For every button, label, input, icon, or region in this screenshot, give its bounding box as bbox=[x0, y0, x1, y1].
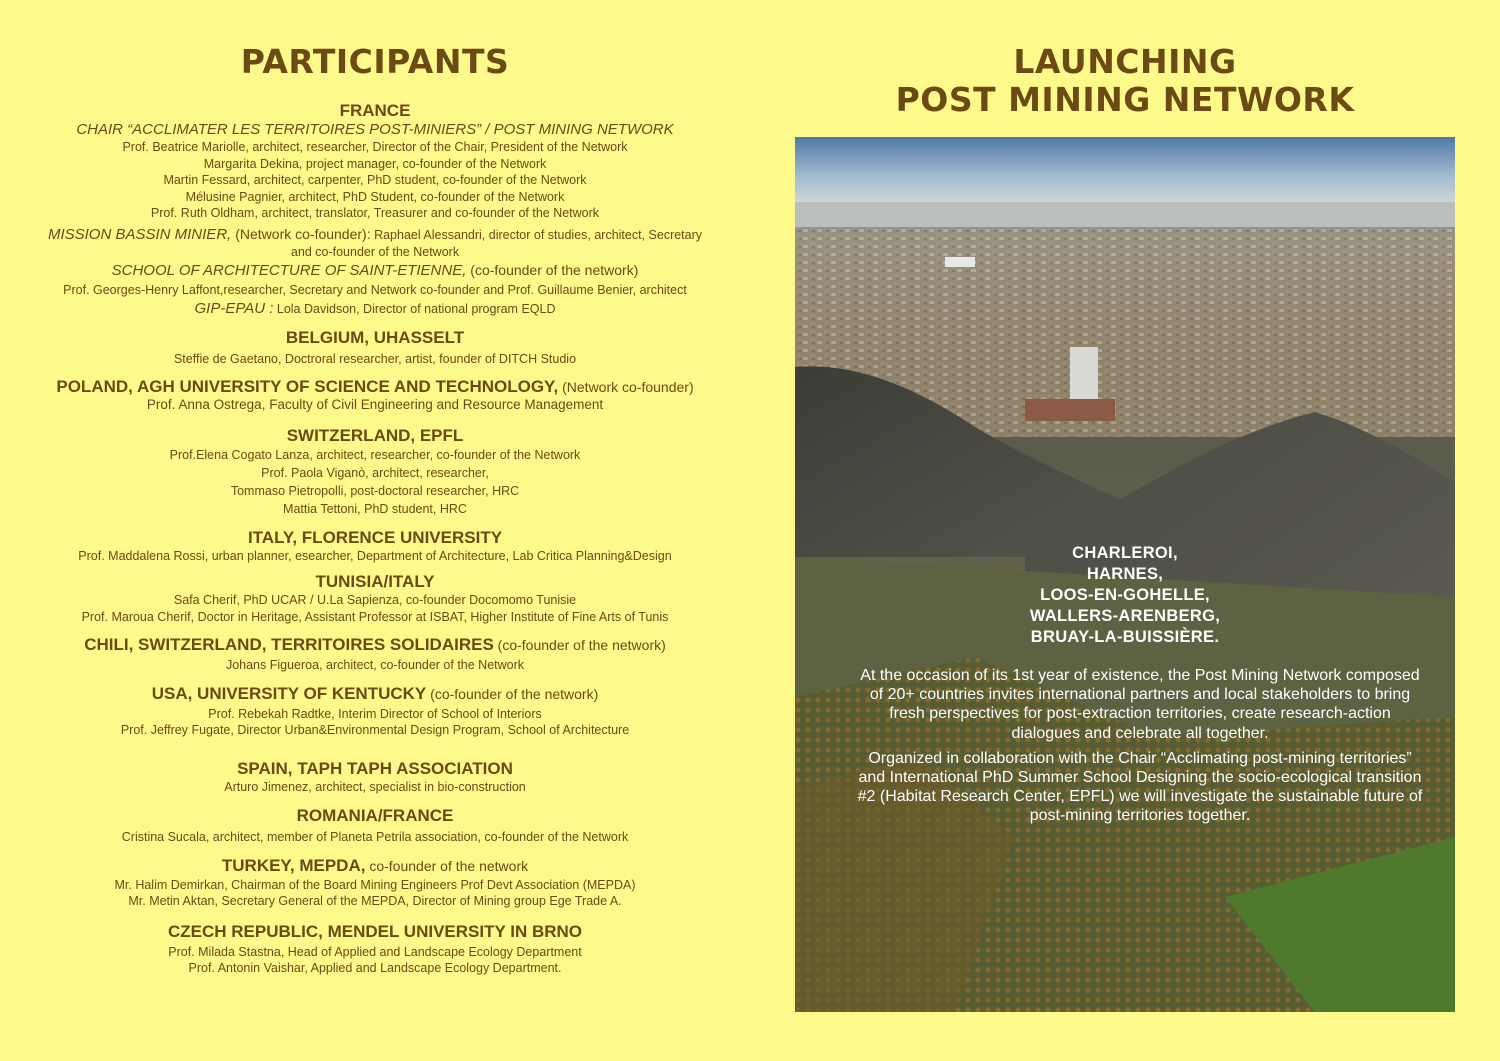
mission-label: MISSION BASSIN MINIER, bbox=[47, 225, 232, 243]
participant-line: Margarita Dekina, project manager, co-founder of the Network bbox=[203, 156, 547, 171]
section-note: (co-founder of the network) bbox=[493, 637, 666, 653]
description-paragraph-1: At the occasion of its 1st year of existence, the Post Mining Network composed of 20+ countries invites international partners and local stakeholders to bring fresh perspectives for post-extraction territories, create research-action dialogues and celebrate all together. bbox=[860, 667, 1420, 742]
participant-line: Prof. Maddalena Rossi, urban planner, esearcher, Department of Architecture, Lab Critica Planning&Design bbox=[78, 548, 672, 563]
participant-line: Steffie de Gaetano, Doctroral researcher, artist, founder of DITCH Studio bbox=[173, 351, 577, 366]
section-italy bbox=[20, 528, 730, 565]
participants-column bbox=[20, 0, 730, 977]
description-paragraph-2: Organized in collaboration with the Chair “Acclimating post-mining territories” and International PhD Summer School Designing the socio-ecological transition #2 (Habitat Research Center, EPFL) we will investigate the sustainable future of post-mining territories together. bbox=[857, 749, 1423, 825]
section-title-text: CHILI, SWITZERLAND, TERRITOIRES SOLIDAIRES bbox=[84, 635, 494, 654]
gip-line bbox=[20, 300, 730, 318]
description bbox=[855, 666, 1425, 832]
section-title: CZECH REPUBLIC, MENDEL UNIVERSITY IN BRNO bbox=[167, 921, 583, 941]
section-title: ROMANIA/FRANCE bbox=[296, 806, 454, 825]
participant-line: Prof. Beatrice Mariolle, architect, researcher, Director of the Chair, President of the Network bbox=[122, 140, 628, 154]
section-title: BELGIUM, UHASSELT bbox=[285, 327, 465, 347]
participant-line: Mr. Metin Aktan, Secretary General of the MEPDA, Director of Mining group Ege Trade A. bbox=[128, 894, 622, 908]
city-name: WALLERS-ARENBERG, bbox=[1029, 607, 1221, 625]
school-line bbox=[20, 261, 730, 280]
participant-line: Mattia Tettoni, PhD student, HRC bbox=[283, 501, 467, 516]
participant-line: Prof. Antonin Vaishar, Applied and Landscape Ecology Department. bbox=[188, 961, 562, 975]
city-name: CHARLEROI, bbox=[1072, 544, 1178, 562]
participant-line: Mr. Halim Demirkan, Chairman of the Board Mining Engineers Prof Devt Association (MEPDA) bbox=[114, 877, 636, 892]
school-label: SCHOOL OF ARCHITECTURE OF SAINT-ETIENNE, bbox=[111, 262, 467, 279]
participant-line: Cristina Sucala, architect, member of Planeta Petrila association, co-founder of the Network bbox=[121, 830, 629, 844]
participant-line: Prof. Ruth Oldham, architect, translator, Treasurer and co-founder of the Network bbox=[150, 206, 600, 220]
city-name: HARNES, bbox=[1086, 565, 1164, 583]
participant-line: Prof. Paola Viganò, architect, researcher, bbox=[261, 465, 489, 480]
cities-list bbox=[795, 543, 1455, 648]
section-title bbox=[20, 377, 730, 397]
participant-line: Prof. Georges-Henry Laffont,researcher, Secretary and Network co-founder and Prof. Guillaume Benier, architect bbox=[63, 283, 687, 297]
participant-line: Prof. Milada Stastna, Head of Applied and Landscape Ecology Department bbox=[168, 944, 582, 959]
participant-line: Safa Cherif, PhD UCAR / U.La Sapienza, co-founder Docomomo Tunisie bbox=[173, 593, 577, 607]
city-name: LOOS-EN-GOHELLE, bbox=[1040, 586, 1210, 604]
photo-overlay bbox=[795, 137, 1455, 1012]
participant-line: Prof. Anna Ostrega, Faculty of Civil Engineering and Resource Management bbox=[146, 397, 604, 412]
gip-rest: Lola Davidson, Director of national program EQLD bbox=[273, 301, 556, 316]
slag-heaps-photo bbox=[795, 137, 1455, 1012]
section-switzerland bbox=[20, 426, 730, 518]
section-turkey bbox=[20, 856, 730, 910]
section-spain bbox=[20, 759, 730, 796]
launch-title bbox=[790, 0, 1460, 119]
participants-title: PARTICIPANTS bbox=[240, 42, 510, 81]
participant-line: Tommaso Pietropolli, post-doctoral researcher, HRC bbox=[230, 483, 520, 498]
section-belgium bbox=[20, 328, 730, 368]
section-note: (co-founder of the network) bbox=[426, 685, 599, 702]
participants-list bbox=[20, 101, 730, 977]
section-france bbox=[20, 101, 730, 318]
participant-line: and co-founder of the Network bbox=[290, 244, 460, 259]
section-usa bbox=[20, 684, 730, 739]
section-title: SPAIN, TAPH TAPH ASSOCIATION bbox=[237, 758, 513, 778]
mission-rest: Raphael Alessandri, director of studies, architect, Secretary bbox=[370, 227, 703, 242]
section-title bbox=[20, 684, 730, 704]
section-note: (Network co-founder) bbox=[558, 379, 694, 395]
section-title bbox=[20, 635, 730, 655]
participant-line: Prof. Jeffrey Fugate, Director Urban&Environmental Design Program, School of Architecture bbox=[120, 723, 630, 737]
participant-line: Martin Fessard, architect, carpenter, PhD student, co-founder of the Network bbox=[163, 173, 587, 187]
mission-line bbox=[20, 225, 730, 244]
launch-column bbox=[790, 0, 1460, 119]
participant-line: Prof. Maroua Cherif, Doctor in Heritage, Assistant Professor at ISBAT, Higher Institute of Fine Arts of Tunis bbox=[81, 609, 669, 624]
section-title: FRANCE bbox=[339, 101, 411, 120]
section-title: TUNISIA/ITALY bbox=[315, 572, 435, 591]
section-chili bbox=[20, 635, 730, 674]
section-title: ITALY, FLORENCE UNIVERSITY bbox=[247, 527, 503, 547]
section-title-text: POLAND, AGH UNIVERSITY OF SCIENCE AND TECHNOLOGY, bbox=[56, 377, 559, 396]
section-title bbox=[20, 856, 730, 876]
section-poland bbox=[20, 377, 730, 414]
participant-line: Arturo Jimenez, architect, specialist in bio-construction bbox=[224, 779, 526, 794]
participant-line: Prof.Elena Cogato Lanza, architect, researcher, co-founder of the Network bbox=[169, 447, 581, 462]
participant-line: Mélusine Pagnier, architect, PhD Student, co-founder of the Network bbox=[185, 189, 565, 204]
section-czech bbox=[20, 922, 730, 977]
section-tunisia bbox=[20, 572, 730, 625]
launch-title-line-2: POST MINING NETWORK bbox=[895, 80, 1355, 119]
mission-note: (Network co-founder): bbox=[231, 225, 371, 242]
gip-label: GIP-EPAU : bbox=[194, 299, 274, 317]
chair-heading: CHAIR “ACCLIMATER LES TERRITOIRES POST-MINIERS” / POST MINING NETWORK bbox=[76, 121, 674, 138]
section-romania bbox=[20, 806, 730, 846]
participant-line: Prof. Rebekah Radtke, Interim Director of School of Interiors bbox=[208, 706, 542, 721]
school-note: (co-founder of the network) bbox=[466, 262, 639, 278]
section-note: co-founder of the network bbox=[365, 857, 529, 874]
section-title: SWITZERLAND, EPFL bbox=[286, 425, 464, 445]
participant-line: Johans Figueroa, architect, co-founder of the Network bbox=[225, 658, 525, 672]
section-title-text: TURKEY, MEPDA, bbox=[221, 855, 366, 875]
section-title-text: USA, UNIVERSITY OF KENTUCKY bbox=[151, 683, 427, 703]
city-name: BRUAY-LA-BUISSIÈRE. bbox=[1030, 628, 1220, 646]
launch-title-line-1: LAUNCHING bbox=[1013, 42, 1237, 81]
